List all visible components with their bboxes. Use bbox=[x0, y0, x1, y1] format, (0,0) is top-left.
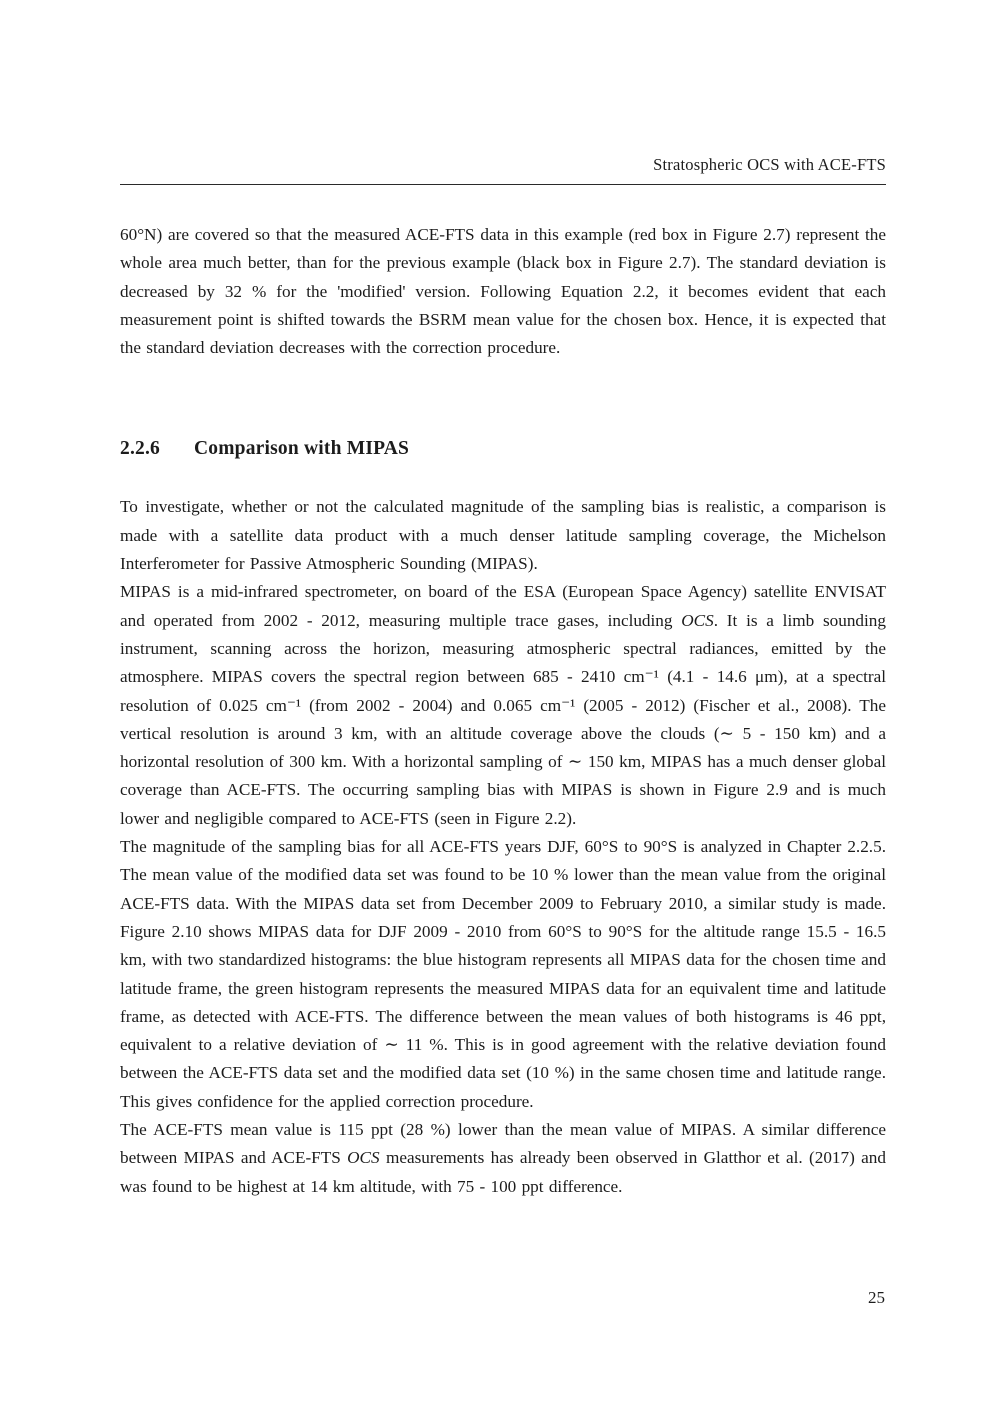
paragraph bbox=[120, 1116, 886, 1201]
text-run: The ACE-FTS mean value is 115 ppt (28 %) lower than the mean value of MIPAS. A similar difference between MIPAS and ACE-FTS bbox=[120, 1120, 886, 1168]
running-header: Stratospheric OCS with ACE-FTS bbox=[120, 155, 886, 185]
text-run: To investigate, whether or not the calculated magnitude of the sampling bias is realistic, a comparison is made with a satellite data product with a much denser latitude sampling coverage, the Michelson Interferometer for Passive Atmospheric Sounding (MIPAS). bbox=[120, 497, 886, 574]
text-run: The magnitude of the sampling bias for all ACE-FTS years DJF, 60°S to 90°S is analyzed in Chapter 2.2.5. The mean value of the modified data set was found to be 10 % lower than the mean value from the original ACE-FTS data. With the MIPAS data set from December 2009 to February 2010, a similar study is made. Figure 2.10 shows MIPAS data for DJF 2009 - 2010 from 60°S to 90°S for the altitude range 15.5 - 16.5 km, with two standardized histograms: the blue histogram represents all MIPAS data for the chosen time and latitude frame, the green histogram represents the measured MIPAS data for an equivalent time and latitude frame, as detected with ACE-FTS. The difference between the mean values of both histograms is 46 ppt, equivalent to a relative deviation of ∼ 11 %. This is in good agreement with the relative deviation found between the ACE-FTS data set and the modified data set (10 %) in the same chosen time and latitude range. This gives confidence for the applied correction procedure. bbox=[120, 837, 886, 1111]
text-run: MIPAS is a mid-infrared spectrometer, on board of the ESA (European Space Agency) satellite ENVISAT and operated from 2002 - 2012, measuring multiple trace gases, including bbox=[120, 582, 886, 630]
paragraph bbox=[120, 578, 886, 833]
text-run: . It is a limb sounding instrument, scanning across the horizon, measuring atmospheric spectral radiances, emitted by the atmosphere. MIPAS covers the spectral region between 685 - 2410 cm⁻¹ (4.1 - 14.6 μm), at a spectral resolution of 0.025 cm⁻¹ (from 2002 - 2004) and 0.065 cm⁻¹ (2005 - 2012) (Fischer et al., 2008). The vertical resolution is around 3 km, with an altitude coverage above the clouds (∼ 5 - 150 km) and a horizontal resolution of 300 km. With a horizontal sampling of ∼ 150 km, MIPAS has a much denser global coverage than ACE-FTS. The occurring sampling bias with MIPAS is shown in Figure 2.9 and is much lower and negligible compared to ACE-FTS (seen in Figure 2.2). bbox=[120, 610, 886, 828]
paragraph bbox=[120, 833, 886, 1116]
italic-text: OCS bbox=[681, 610, 714, 630]
text-run: 60°N) are covered so that the measured ACE-FTS data in this example (red box in Figure 2.7) represent the whole area much better, than for the previous example (black box in Figure 2.7). The standard deviation is decreased by 32 % for the 'modified' version. Following Equation 2.2, it becomes evident that each measurement point is shifted towards the BSRM mean value for the chosen box. Hence, it is expected that the standard deviation decreases with the correction procedure. bbox=[120, 225, 886, 358]
paragraph bbox=[120, 493, 886, 578]
content-column bbox=[120, 155, 886, 1201]
document-body bbox=[120, 221, 886, 1201]
page-number: 25 bbox=[868, 1288, 885, 1307]
section-title: Comparison with MIPAS bbox=[194, 438, 410, 460]
section-number: 2.2.6 bbox=[120, 438, 160, 460]
section-heading bbox=[120, 438, 886, 460]
paragraph bbox=[120, 221, 886, 362]
italic-text: OCS bbox=[347, 1148, 380, 1168]
text-run: measurements has already been observed in Glatthor et al. (2017) and was found to be highest at 14 km altitude, with 75 - 100 ppt difference. bbox=[120, 1148, 886, 1196]
